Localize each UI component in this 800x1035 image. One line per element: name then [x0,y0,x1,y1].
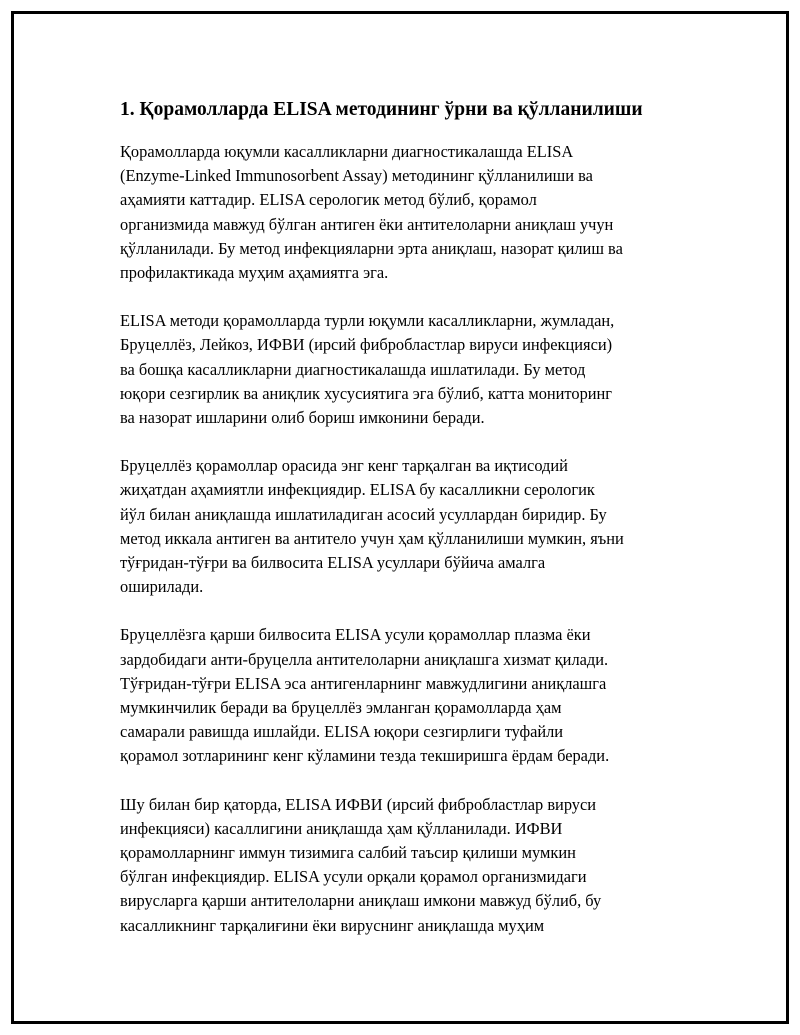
text-line: вирусларга қарши антителоларни аниқлаш имкони мавжуд бўлиб, бу [120,891,602,911]
text-line: профилактикада муҳим аҳамиятга эга. [120,263,389,283]
text-line: бўлган инфекциядир. ELISA усули орқали қорамол организмидаги [120,867,587,887]
text-line: касалликнинг тарқалиғини ёки вируснинг аниқлашда муҳим [120,915,545,935]
text-line: қорамолларнинг иммун тизимига салбий таъсир қилиши мумкин [120,843,576,863]
text-line: қорамол зотларининг кенг кўламини тезда текширишга ёрдам беради. [120,746,610,766]
text-line: Бруцеллёз қорамоллар орасида энг кенг тарқалган ва иқтисодий [120,456,568,476]
paragraph-4 [120,623,690,768]
text-line: ва бошқа касалликларни диагностикалашда ишлатилади. Бу метод [120,359,586,379]
text-line: зардобидаги анти-бруцелла антителоларни аниқлашга хизмат қилади. [120,649,609,669]
text-line: ва назорат ишларини олиб бориш имконини беради. [120,408,485,428]
text-line: қўлланилади. Бу метод инфекцияларни эрта аниқлаш, назорат қилиш ва [120,238,623,258]
document-page [11,11,789,1024]
text-line: Қорамолларда юқумли касалликларни диагностикалашда ELISA [120,142,574,161]
text-line: инфекцияси) касаллигини аниқлашда ҳам қўлланилади. ИФВИ [120,818,563,838]
text-line: самарали равишда ишлайди. ELISA юқори сезгирлиги туфайли [120,722,564,742]
paragraph-2 [120,309,690,430]
text-line: оширилади. [120,577,204,597]
paragraph-1 [120,140,690,285]
text-line: (Enzyme-Linked Immunosorbent Assay) методининг қўлланилиши ва [120,166,593,186]
text-line: тўғридан-тўғри ва билвосита ELISA усуллари бўйича амалга [120,553,546,573]
section-heading: 1. Қорамолларда ELISA методининг ўрни ва қўлланилиши [120,99,643,120]
text-line: юқори сезгирлик ва аниқлик хусусиятига эга бўлиб, катта мониторинг [120,383,613,403]
document-body [120,97,690,962]
text-line: мумкинчилик беради ва бруцеллёз эмланган қорамолларда ҳам [120,698,562,718]
paragraph-5 [120,793,690,938]
text-line: Бруцеллёзга қарши билвосита ELISA усули қорамоллар плазма ёки [120,625,591,645]
text-line: ELISA методи қорамолларда турли юқумли касалликларни, жумладан, [120,311,615,331]
text-line: Бруцеллёз, Лейкоз, ИФВИ (ирсий фибробластлар вируси инфекцияси) [120,335,613,355]
text-line: аҳамияти каттадир. ELISA серологик метод бўлиб, қорамол [120,190,537,210]
text-line: жиҳатдан аҳамиятли инфекциядир. ELISA бу касалликни серологик [120,480,595,500]
text-line: организмида мавжуд бўлган антиген ёки антителоларни аниқлаш учун [120,214,614,234]
text-line: йўл билан аниқлашда ишлатиладиган асосий усуллардан биридир. Бу [120,504,607,524]
text-line: Шу билан бир қаторда, ELISA ИФВИ (ирсий фибробластлар вируси [120,794,597,814]
text-line: Тўғридан-тўғри ELISA эса антигенларнинг мавжудлигини аниқлашга [120,673,607,693]
paragraph-3 [120,454,690,599]
text-line: метод иккала антиген ва антитело учун ҳам қўлланилиши мумкин, яъни [120,528,624,548]
